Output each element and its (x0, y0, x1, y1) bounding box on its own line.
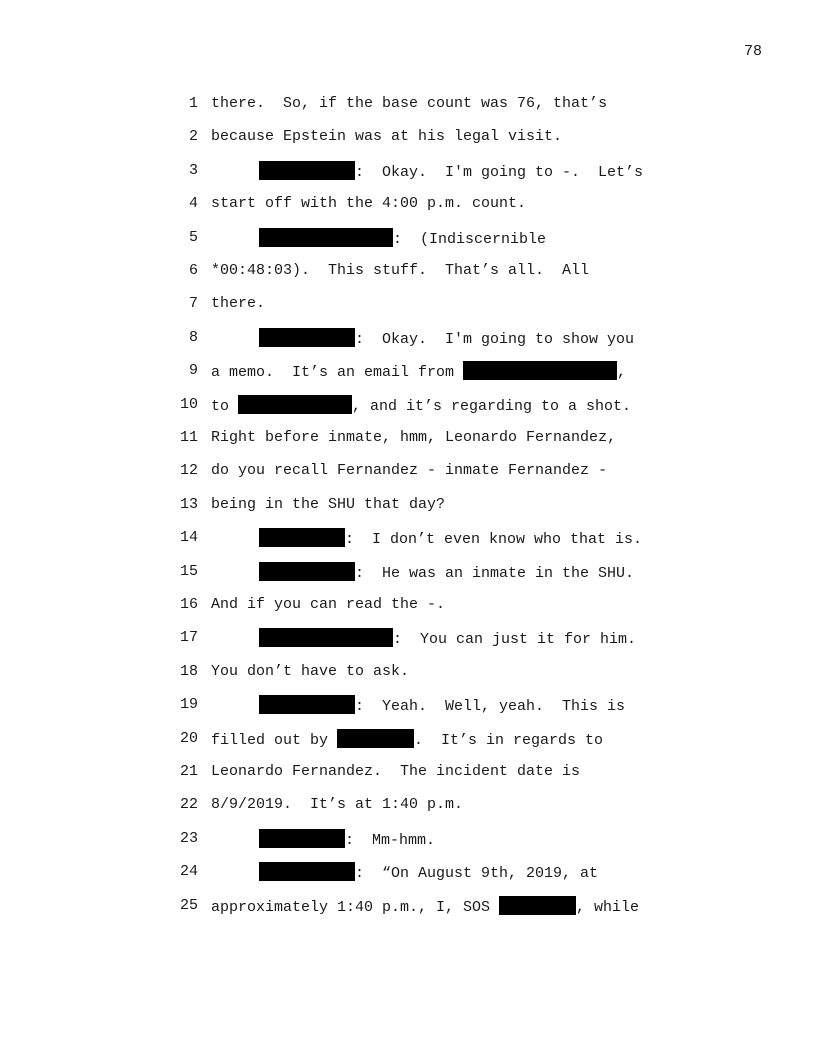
transcript-line (0, 695, 816, 715)
line-text (259, 161, 643, 183)
text-segment: to (211, 397, 239, 415)
text-segment: : You can just it for him. (393, 631, 637, 649)
line-text (211, 896, 639, 918)
line-text (259, 628, 636, 650)
redaction-block (259, 562, 355, 581)
line-number: 17 (179, 629, 198, 647)
line-text (259, 862, 598, 884)
text-segment: . It’s in regards to (414, 731, 604, 749)
line-number: 24 (179, 863, 198, 881)
transcript-line (0, 862, 816, 882)
redaction-block (259, 829, 345, 848)
transcript-line (0, 461, 816, 481)
text-segment: start off with the 4:00 p.m. count. (211, 195, 527, 213)
line-number: 6 (188, 262, 198, 279)
text-segment: do you recall Fernandez - inmate Fernandez - (211, 462, 608, 480)
transcript-line (0, 261, 816, 281)
line-number: 7 (188, 295, 198, 313)
text-segment: : Yeah. Well, yeah. This is (355, 698, 626, 716)
transcript-line (0, 762, 816, 782)
line-number: 14 (179, 529, 198, 547)
line-text (211, 495, 445, 515)
line-number: 13 (179, 495, 198, 513)
text-segment: : Okay. I'm going to -. Let’s (355, 163, 644, 181)
text-segment: : Mm-hmm. (345, 831, 436, 849)
line-text (259, 328, 634, 350)
line-number: 23 (179, 829, 198, 847)
text-segment: because Epstein was at his legal visit. (211, 128, 563, 146)
line-number: 9 (188, 362, 198, 380)
line-number: 20 (179, 729, 198, 747)
text-segment: Right before inmate, hmm, Leonardo Fernandez, (211, 429, 617, 446)
line-text (211, 361, 626, 383)
transcript-line (0, 829, 816, 849)
line-text (211, 127, 562, 147)
line-text (259, 228, 546, 250)
transcript-line (0, 294, 816, 314)
redaction-block (499, 896, 576, 915)
line-number: 25 (179, 896, 198, 914)
text-segment: , and it’s regarding to a shot. (352, 397, 632, 415)
redaction-block (463, 361, 617, 380)
transcript-line (0, 662, 816, 682)
line-number: 11 (179, 429, 198, 446)
line-text (259, 829, 435, 851)
text-segment: there. So, if the base count was 76, that’s (211, 95, 608, 112)
line-text (211, 194, 526, 214)
transcript-line (0, 729, 816, 749)
text-segment: filled out by (211, 731, 338, 749)
redaction-block (259, 228, 393, 247)
text-segment: , while (576, 898, 640, 916)
line-text (211, 395, 631, 417)
line-number: 8 (188, 328, 198, 346)
line-number: 21 (179, 763, 198, 780)
line-number: 22 (179, 796, 198, 814)
transcript-line (0, 495, 816, 515)
transcript-line (0, 428, 816, 448)
line-number: 5 (188, 228, 198, 246)
redaction-block (259, 328, 355, 347)
line-text (259, 562, 634, 584)
transcript-line (0, 528, 816, 548)
text-segment: And if you can read the -. (211, 596, 446, 613)
transcript-line (0, 795, 816, 815)
line-number: 16 (179, 596, 198, 613)
line-text (211, 662, 409, 682)
transcript-line (0, 395, 816, 415)
line-number: 15 (179, 562, 198, 580)
text-segment: being in the SHU that day? (211, 495, 446, 513)
text-segment: : “On August 9th, 2019, at (355, 865, 599, 883)
redaction-block (259, 628, 393, 647)
text-segment: : (Indiscernible (393, 230, 547, 248)
redaction-block (259, 528, 345, 547)
line-number: 4 (188, 195, 198, 213)
line-text (259, 695, 625, 717)
transcript-line (0, 127, 816, 147)
redaction-block (259, 695, 355, 714)
transcript-line (0, 562, 816, 582)
line-number: 10 (179, 395, 198, 413)
line-number: 19 (179, 696, 198, 714)
text-segment: , (617, 364, 627, 382)
transcript-line (0, 94, 816, 114)
transcript-line (0, 628, 816, 648)
transcript-line (0, 328, 816, 348)
line-number: 2 (188, 128, 198, 146)
transcript-line (0, 161, 816, 181)
text-segment: : Okay. I'm going to show you (355, 330, 635, 348)
text-segment: Leonardo Fernandez. The incident date is (211, 763, 581, 780)
line-text (211, 428, 616, 448)
redaction-block (337, 729, 414, 748)
redaction-block (259, 862, 355, 881)
line-text (211, 461, 607, 481)
text-segment: 8/9/2019. It’s at 1:40 p.m. (211, 796, 464, 814)
line-text (211, 94, 607, 114)
transcript-line (0, 361, 816, 381)
transcript-line (0, 228, 816, 248)
text-segment: You don’t have to ask. (211, 662, 410, 680)
text-segment: : He was an inmate in the SHU. (355, 564, 635, 582)
line-number: 1 (188, 95, 198, 112)
transcript-line (0, 896, 816, 916)
transcript-line (0, 595, 816, 615)
line-number: 18 (179, 662, 198, 680)
line-number: 12 (179, 462, 198, 480)
line-text (211, 294, 265, 314)
text-segment: there. (211, 295, 266, 313)
line-number: 3 (188, 161, 198, 179)
transcript-line (0, 194, 816, 214)
line-text (211, 729, 603, 751)
redaction-block (238, 395, 352, 414)
text-segment: : I don’t even know who that is. (345, 531, 643, 549)
line-text (211, 795, 463, 815)
line-text (259, 528, 642, 550)
text-segment: *00:48:03). This stuff. That’s all. All (211, 262, 590, 279)
line-text (211, 261, 589, 281)
text-segment: a memo. It’s an email from (211, 364, 464, 382)
page-number: 78 (744, 43, 763, 60)
redaction-block (259, 161, 355, 180)
line-text (211, 762, 580, 782)
text-segment: approximately 1:40 p.m., I, SOS (211, 898, 500, 916)
line-text (211, 595, 445, 615)
